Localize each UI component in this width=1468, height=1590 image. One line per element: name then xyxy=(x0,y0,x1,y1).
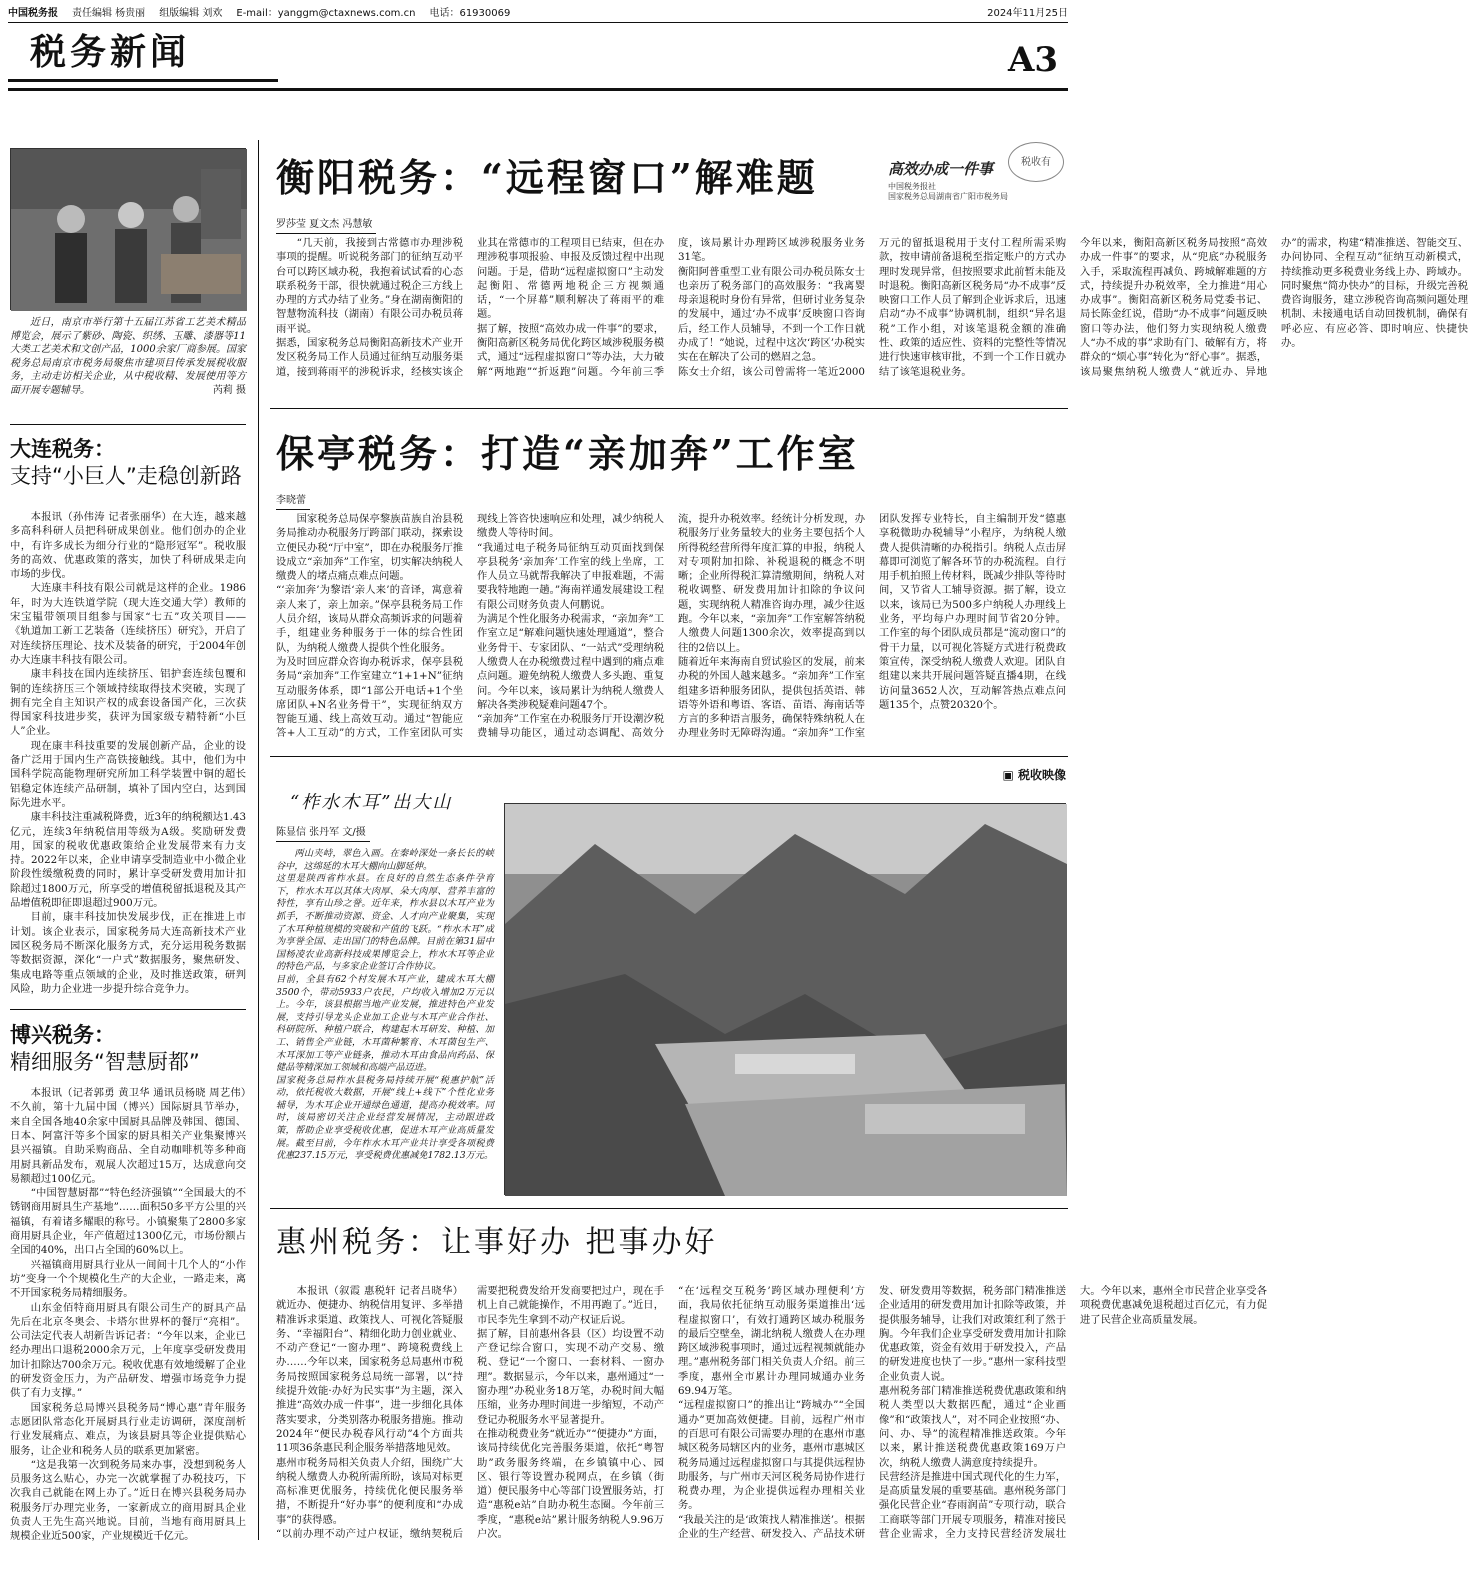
expo-photo-caption xyxy=(10,316,246,420)
issue-date: 2024年11月25日 xyxy=(987,8,1068,19)
photo-feature-body xyxy=(276,848,494,1196)
boxing-p3: 兴福镇商用厨具行业从一间间十几个人的“小作坊”变身一个个规模化生产的大企业，一路走来，离不开国家税务局精细服务。 xyxy=(10,1258,246,1300)
layout-editor: 组版编辑 刘欢 xyxy=(159,8,223,19)
masthead-rule xyxy=(8,88,1068,91)
dalian-p1: 本报讯（孙伟涛 记者张丽华）在大连，越来越多高科科研人员把科研成果创业。他们创办的企业中，有许多成长为细分行业的“隐形冠军”。税收服务的高效、优惠政策的落实，加快了科研成果走向市场的步伐。 xyxy=(10,511,246,581)
huizhou-title: 惠州税务：让事好办 把事办好 xyxy=(276,1225,718,1260)
header-bar xyxy=(8,6,1068,22)
dalian-p3: 康丰科技在国内连续挤压、铝护套连续包覆和铜的连续挤压三个领域持续取得技术突破，实现了拥有完全自主知识产权的成套设备国产化，三次获得国家科技进步奖，获评为国家级专精特新“小巨人”企业。 xyxy=(10,668,246,738)
huizhou-text: 本报讯（叙霞 惠税轩 记者吕晓华）就近办、便捷办、纳税信用复评、多举措精准诉求渠道、政策找人、可视化答疑服务、“幸福阳台”、精细化助力创业就业、不动产登记“一窗办理”、跨境税费线上办……今年以来，国家税务总局惠州市税务局按照国家税务总局统一部署，以“持续提升效能·办好为民实事”为主题，深入推进“高效办成一件事”，进一步细化具体落实要求，分类别落办税服务措施。推动2024年“便民办税春风行动”4个方面共11项36条惠民利企服务举措落地见效。 惠州市税务局相关负责人介绍，围绕广大纳税人缴费人办税所需所盼，该局对标更高标准更优服务，持续优化便民服务举措，不断提升“好办事”的便利度和“办成事”的获得感。 “以前办理不动产过户权证，缴纳契税后需要把税费发给开发商要把过户，现在手机上自己就能操作，不用再跑了。”近日，市民李先生拿到不动产权证后说。 据了解，目前惠州各县（区）均设置不动产登记综合窗口，实现不动产交易、缴税、登记“一个窗口、一套材料、一窗办理”。数据显示，今年以来，惠州通过“一窗办理”办税业务18万笔，办税时间大幅压缩，业务办理时间进一步缩短，不动产登记办税服务水平显著提升。 在推动税费业务“就近办”“便捷办”方面，该局持续优化完善服务渠道，依托“粤智助”政务服务终端，在乡镇镇中心、园区、银行等设置办税网点，在乡镇（街道）便民服务中心等部门设置服务站，打造“惠税e站”自助办税生态圈。今年前三季度，“惠税e站”累计服务纳税人9.96万户次。 “在‘远程交互税务’跨区域办理便利’方面，我局依托征纳互动服务渠道推出‘远程虚拟窗口’，有效打通跨区域办税服务的最后空壁垒，湖北纳税人缴费人在办理跨区域涉税事项时，通过远程视频就能办理。”惠州税务部门相关负责人介绍。前三季度，惠州全市累计办理同城通办业务69.94万笔。 “远程虚拟窗口”的推出让“跨城办”“全国通办”更加高效便捷。目前，远程广州市的百思可有限公司需要办理的在惠州市惠城区税务局辖区内的业务，惠州市惠城区税务局通过远程虚拟窗口与其提供远程协助服务，与广州市天河区税务局协作进行税费办理，为企业提供远程办理相关业务。 “我最关注的是‘政策找人精准推送’。根据企业的生产经营、研发投入、产品技术研发、研发费用等数据，税务部门精准推送企业适用的研发费用加计扣除等政策，并提供服务辅导，让我们对政策红利了然于胸。今年我们企业享受研发费用加计扣除优惠政策，资金有效用于研发投入，产品的研发进度也快了一步。”惠州一家科技型企业负责人说。 惠州税务部门精准推送税费优惠政策和纳税人类型以大数据匹配，通过“企业画像”和“政策找人”，对不同企业按照“办、问、办、导”的流程精准推送政策。今年以来，累计推送税费优惠政策169万户次，纳税人缴费人满意度持续提升。 民营经济是推进中国式现代化的生力军，是高质量发展的重要基础。惠州税务部门强化民营企业“春雨润苗”专项行动，联合工商联等部门开展专项服务，精准对接民营企业需求，全力支持民营经济发展壮大。今年以来，惠州全市民营企业享受各项税费优惠减免退税超过百亿元，有力促进了民营企业高质量发展。 xyxy=(276,1285,1267,1541)
left-column-divider xyxy=(258,140,259,1540)
dalian-headline xyxy=(10,436,246,492)
efficiency-badge xyxy=(880,138,1066,220)
expo-caption-credit: 芮莉 摄 xyxy=(212,384,246,396)
dalian-p2: 大连康丰科技有限公司就是这样的企业。1986年，时为大连铁道学院（现大连交通大学）教师的宋宝韫带领项目组参与国家“七五”攻关项目——《轨道加工新工艺装备（连续挤压）研究》，开启了对连续挤压理论、技术及装备的研究，于2004年创办大连康丰科技有限公司。 xyxy=(10,582,246,666)
baoting-byline: 李晓蕾 xyxy=(276,494,310,510)
photo-feature-text: 两山夹峙，翠色入画。在秦岭深处一条长长的峡谷中，这绵延的木耳大棚向山脚延伸。 这里是陕西省柞水县。在良好的自然生态条件孕育下，柞水木耳以其体大肉厚、朵大肉厚、营养丰富的特性，享有山珍之誉。近年来，柞水县以木耳产业为抓手，不断推动资源、资金、人才向产业聚集，实现了木耳种植规模的突破和产值的飞跃。“柞水木耳”成为享誉全国、走出国门的特色品牌。目前在第31届中国杨凌农业高新科技成果博览会上，柞水木耳等企业的特色产品，与多家企业签订合作协议。 目前，全县有62个村发展木耳产业，建成木耳大棚3500个，带动5933户农民，户均收入增加2万元以上。今年，该县根据当地产业发展，推进特色产业发展，支持引导龙头企业加工企业与木耳产业合作社、科研院所、种植户联合，构建起木耳研发、种植、加工、销售全产业链，木耳菌种繁育、木耳菌包生产、木耳深加工等产业链条，推动木耳由食品向药品、保健品等精深加工领域和高端产品迈进。 国家税务总局柞水县税务局持续开展“税惠护航”活动，依托税收大数据，开展“线上+线下”个性化业务辅导，为木耳企业开通绿色通道，提高办税效率。同时，该局密切关注企业经营发展情况，主动跟进政策，帮助企业享受税收优惠，促进木耳产业高质量发展。截至目前，今年柞水木耳产业共计享受各项税费优惠237.15万元，享受税费优惠减免1782.13万元。 xyxy=(276,848,494,1162)
boxing-p5: 国家税务总局博兴县税务局“博心惠”青年服务志愿团队常态化开展厨具行业走访调研，深度剖析行业发展痛点、难点，为该县厨具等企业提供贴心服务，让企业和税务人员的联系更加紧密。 xyxy=(10,1401,246,1457)
camera-icon: ▣ xyxy=(1002,768,1018,782)
paper-name: 中国税务报 xyxy=(8,8,58,19)
section-title: 税务新闻 xyxy=(30,32,191,73)
baoting-title: 保亭税务：打造“亲加奔”工作室 xyxy=(276,431,859,476)
boxing-p1: 本报讯（记者郭勇 黄卫华 通讯员杨晓 周艺伟）不久前，第十九届中国（博兴）国际厨具节举办，来自全国各地40余家中国厨具品牌及韩国、德国、日本、阿富汗等多个国家的厨具相关产业集聚博兴县兴福镇。自助采购商品、全自动咖啡机等多种商用厨具新品发布，观展人次超过15万，达成意向交易额超过100亿元。 xyxy=(10,1087,246,1185)
hengyang-byline: 罗莎莹 夏文杰 冯慧敏 xyxy=(276,218,376,234)
badge-org2: 国家税务总局湖南省广阳市税务局 xyxy=(888,192,1008,201)
editor: 责任编辑 杨贵丽 xyxy=(72,8,146,19)
badge-org1: 中国税务报社 xyxy=(888,182,936,191)
photo-feature-byline: 陈显信 张丹军 文/摄 xyxy=(276,826,370,842)
hengyang-title: 衡阳税务：“远程窗口”解难题 xyxy=(276,155,818,200)
badge-title: 高效办成一件事 xyxy=(888,160,994,178)
expo-photo xyxy=(10,148,246,310)
mid-rule-3 xyxy=(270,1208,1068,1209)
huizhou-body xyxy=(276,1284,1267,1544)
mid-rule-2 xyxy=(270,756,1068,757)
email: E-mail：yanggm@ctaxnews.com.cn xyxy=(236,8,416,19)
boxing-p2: “中国智慧厨都”“特色经济强镇”“全国最大的不锈钢商用厨具生产基地”……面积50多平方公里的兴福镇，有着诸多耀眼的称号。小镇聚集了2800多家商用厨具企业，年产值超过1300亿元，市场份额占全国的40%，出口占全国的60%以上。 xyxy=(10,1187,246,1257)
phone: 电话：61930069 xyxy=(429,8,511,19)
dalian-headline-line2: 支持“小巨人”走稳创新路 xyxy=(10,464,242,488)
badge-tag: 税收有 xyxy=(1008,142,1064,182)
baoting-body xyxy=(276,512,1066,744)
photo-column-label-text: 税收映像 xyxy=(1017,768,1066,782)
baoting-text: 国家税务总局保亭黎族苗族自治县税务局推动办税服务厅跨部门联动，探索设立便民办税“厅中室”，即在办税服务厅推设成立“亲加奔”工作室，切实解决纳税人缴费人的堵点痛点难点问题。 “‘亲加奔’为黎语‘亲人来’的音译，寓意着亲人来了，亲上加亲。”保亭县税务局工作人员介绍，该局从群众高频诉求的问题着手，组建业务种服务于一体的综合性团队，为纳税人缴费人提供个性化服务。 为及时回应群众咨询办税诉求，保亭县税务局“亲加奔”工作室建立“1+1+N”征纳互动服务体系，即“1部公开电话+1个坐席团队+N名业务骨干”，实现征纳双方智能互通、线上高效互动。通过“智能应答+人工互动”的方式，工作室团队可实现线上答咨快速响应和处理，减少纳税人缴费人等待时间。 “我通过电子税务局征纳互动页面找到保亭县税务‘亲加奔’工作室的线上坐席，工作人员立马就帮我解决了申报难题，不需要我特地跑一趟。”海南祥通发展建设工程有限公司财务负责人何鹏说。 为满足个性化服务办税需求，“亲加奔”工作室立足“解难问题快速处理通道”，整合业务骨干、专家团队、“一站式”受理纳税人缴费人在办税缴费过程中遇到的痛点难点问题。避免纳税人缴费人多头跑、重复问。今年以来，该局累计为纳税人缴费人解决各类涉税疑难问题47个。 “亲加奔”工作室在办税服务厅开设潮汐税费辅导功能区，通过动态调配、高效分流，提升办税效率。经统计分析发现，办税服务厅业务量较大的业务主要包括个人所得税经营所得年度汇算的申报，纳税人对专项附加扣除、补税退税的概念不明晰；企业所得税汇算清缴期间，纳税人对税收调整、研发费用加计扣除的争议问题，实现纳税人精准咨询办理，减少往返跑。今年以来，“亲加奔”工作室解答纳税人缴费人问题1300余次，效率提高到以往的2倍以上。 随着近年来海南自贸试验区的发展，前来办税的外国人越来越多。“亲加奔”工作室组建多语种服务团队，提供包括英语、韩语等外语和粤语、客语、苗语、海南话等方言的多种语言服务，确保特殊纳税人在办理业务时无障碍沟通。“亲加奔”工作室团队发挥专业特长，自主编制开发“德惠享税微助办税辅导”小程序，为纳税人缴费人提供清晰的办税指引。纳税人点击屏幕即可浏览了解各环节的办税流程。自行用手机拍照上传材料，既减少排队等待时间，又节省人工辅导资源。据了解，设立以来，该局已为500多户纳税人办理线上业务，平均每户办理时间节省20分钟。工作室的每个团队成员都是“流动窗口”的骨干力量，以可视化答疑方式进行税费政策宣传，深受纳税人缴费人欢迎。团队自组建以来共开展问题答疑直播4期，在线访问量3652人次，互动解答热点难点问题135个，点赞20320个。 xyxy=(276,513,1066,740)
boxing-p6: “这是我第一次到税务局来办事，没想到税务人员服务这么贴心，办完一次就掌握了办税技巧，下次我自己就能在网上办了。”近日在博兴县税务局办税服务厅办理完业务，一家新成立的商用厨具企业负责人王先生高兴地说。目前，当地有商用厨具上规模企业近500家，产业规模近千亿元。 xyxy=(10,1458,246,1543)
page-number: A3 xyxy=(1007,40,1059,80)
valley-photo xyxy=(504,803,1066,1195)
hengyang-body xyxy=(276,236,1468,386)
boxing-headline-line1: 博兴税务： xyxy=(10,1023,115,1048)
mid-rule-1 xyxy=(270,408,1068,409)
boxing-headline-line2: 精细服务“智慧厨都” xyxy=(10,1050,200,1075)
expo-caption-text: 近日，南京市举行第十五届江苏省工艺美术精品博览会，展示了紫砂、陶瓷、织绣、玉雕、漆器等11大类工艺美术和文创产品，1000余家厂商参展。国家税务总局南京市税务局聚焦市建项目传承发展税收服务，主动走访相关企业，从中税收精、发展使用等方面开展专题辅导。 xyxy=(10,317,246,396)
expo-photo-illustration xyxy=(11,149,247,311)
hengyang-text: “几天前，我接到古常德市办理涉税事项的提醒。听说税务部门的征纳互动平台可以跨区域办税，我抱着试试看的心态联系税务干部，很快就通过税企三方线上办理的方式办结了业务。”身在湖南衡阳的智慧物流科技（湖南）有限公司办税员蒋雨平说。 据悉，国家税务总局衡阳高新技术产业开发区税务局工作人员通过征纳互动服务渠道，接到蒋雨平的涉税诉求，经核实该企业其在常德市的工程项目已结束，但在办理涉税事项报验、申报及反馈过程中出现问题。于是，借助“远程虚拟窗口”主动发起衡阳、常德两地税企三方视频通话，“一个屏幕”顺利解决了蒋雨平的难题。 据了解，按照“高效办成一件事”的要求，衡阳高新区税务局优化跨区域涉税服务模式，通过“远程虚拟窗口”等办法，大力破解“两地跑”“折返跑”问题。今年前三季度，该局累计办理跨区域涉税服务业务31笔。 衡阳阿普重型工业有限公司办税员陈女士也亲历了税务部门的高效服务：“我离婴母亲退税时身份有异常，但研讨业务复杂的发展中，通过‘办不成事’反映窗口咨询后，经工作人员辅导，不到一个工作日就办成了！”她说，过程中这次‘跨区’办税实实在在解决了公司的燃眉之急。 陈女士介绍，该公司曾需将一笔近2000万元的留抵退税用于支付工程所需采购款，按申请前备退税至指定账户的方式办理时发现异常，但按照要求此前暂未能及时退税。衡阳高新区税务局“办不成事”反映窗口工作人员了解到企业诉求后，迅速启动“办不成事”协调机制，组织“异名退税”工作小组，对该笔退税金额的准确性、政策的适应性、资料的完整性等情况进行快速审核审批，不到一个工作日就办结了该笔退税业务。 今年以来，衡阳高新区税务局按照“高效办成一件事”的要求，从“兜底”办税服务入手，采取流程再减负、跨城解难题的方式，持续提升办税效率，全力推进“用心办成事”。衡阳高新区税务局党委书记、局长陈金红说，借助“办不成事”问题反映窗口等办法，他们努力实现纳税人缴费人“办不成的事”求助有门、破解有方，将群众的“烦心事”转化为“舒心事”。据悉，该局聚焦纳税人缴费人“就近办、异地办”的需求，构建“精准推送、智能交互、办问协同、全程互动”征纳互动新模式，持续推动更多税费业务线上办、跨域办。同时聚焦“简办快办”的目标，升级完善税费咨询服务，建立涉税咨询高频问题处理机制、未接通电话自动回拨机制，确保有呼必应、有应必答、即时响应、快捷快办。 xyxy=(276,237,1468,378)
dalian-p5: 康丰科技注重减税降费，近3年的纳税额达1.43亿元，连续3年纳税信用等级为A级。奖励研发费用，国家的税收优惠政策给企业发展带来有力支持。2022年以来，企业申请享受制造业中小微企业阶段性缓缴税费的同时，累计享受研发费用加计扣除超过1800万元，所享受的增值税留抵退税及其产品增值税即征即退超过900万元。 xyxy=(10,811,246,910)
dalian-article xyxy=(10,510,246,1590)
left-rule-1 xyxy=(10,424,246,425)
dalian-p6: 目前，康丰科技加快发展步伐，正在推进上市计划。该企业表示，国家税务局大连高新技术产业园区税务局不断深化服务方式，充分运用税务数据等数据资源，深化“一户式”数据服务，聚焦研发、集成电路等重点领域的企业，及时推送政策，研判风险，助力企业进一步提升综合竞争力。 xyxy=(10,911,246,995)
dalian-p4: 现在康丰科技重要的发展创新产品，企业的设备广泛用于国内生产高铁接触线。其中，他们为中国科学院高能物理研究所加工科学装置中铜的超长铝稳定体连续产品研制，填补了国内空白，达到国际先进水平。 xyxy=(10,739,246,809)
top-rule xyxy=(8,22,1068,23)
photo-feature-title: “柞水木耳”出大山 xyxy=(290,792,453,813)
boxing-p4: 山东金佰特商用厨具有限公司生产的厨具产品先后在北京冬奥会、卡塔尔世界杯的餐厅“亮相”。公司法定代表人胡新告诉记者：“今年以来，企业已经办理出口退税2000余万元，上年度享受研发费用加计扣除达700余万元。税收优惠有效地缓解了企业的研发资金压力，为产品研发、增强市场竞争力提供了有力支撑。” xyxy=(10,1301,246,1400)
dalian-headline-line1: 大连税务： xyxy=(10,437,115,461)
boxing-headline xyxy=(10,1022,246,1076)
photo-column-label xyxy=(976,764,1066,786)
valley-photo-illustration xyxy=(505,804,1067,1196)
